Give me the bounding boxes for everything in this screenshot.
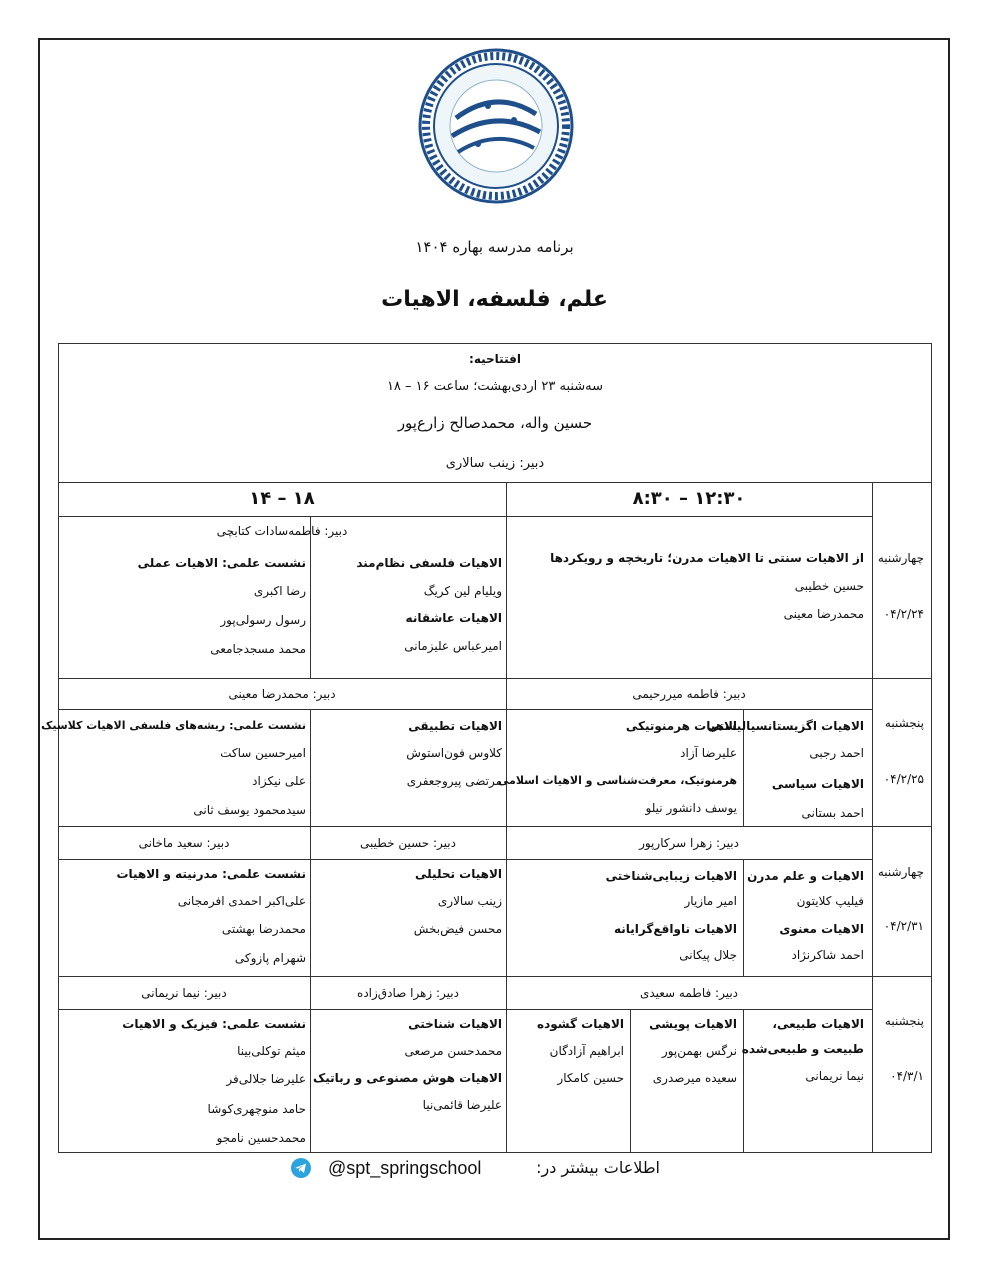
session-title: طبیعت و طبیعی‌شده (741, 1042, 864, 1056)
speaker: محمد مسجدجامعی (210, 642, 306, 656)
day-label: چهارشنبه (877, 551, 924, 565)
session-title: الاهیات پویشی (649, 1017, 737, 1031)
day-label: چهارشنبه (877, 865, 924, 879)
moderator: دبیر: حسین خطیبی (360, 836, 456, 850)
col-morning: ۸:۳۰ – ۱۲:۳۰ (632, 488, 746, 509)
speaker: ابراهیم آزادگان (549, 1044, 624, 1058)
speaker: امیرحسین ساکت (220, 746, 306, 760)
moderator: دبیر: فاطمه میررحیمی (632, 687, 746, 701)
opening-moderator: دبیر: زینب سالاری (445, 456, 545, 471)
speaker: رسول رسولی‌پور (220, 613, 306, 627)
footer-handle[interactable]: @spt_springschool (328, 1158, 482, 1178)
session-title: الاهیات ناواقع‌گرایانه (614, 922, 737, 936)
footer (290, 1156, 660, 1180)
session-title: الاهیات فلسفی نظام‌مند (356, 556, 502, 570)
speaker: محسن فیض‌بخش (413, 922, 502, 936)
day-date: ۰۴/۲/۲۴ (883, 607, 924, 621)
moderator: دبیر: زهرا صادق‌زاده (357, 986, 459, 1000)
day-date: ۰۴/۳/۱ (890, 1069, 924, 1083)
day-label: پنجشنبه (884, 716, 924, 730)
speaker: نرگس بهمن‌پور (661, 1044, 737, 1058)
moderator: دبیر: زهرا سرکارپور (639, 836, 739, 850)
moderator: دبیر: محمدرضا معینی (228, 687, 336, 701)
speaker: فیلیپ کلایتون (796, 894, 864, 908)
speaker: علیرضا قائمی‌نیا (422, 1098, 502, 1112)
opening-when: سه‌شنبه ۲۳ اردی‌بهشت؛ ساعت ۱۶ – ۱۸ (386, 379, 604, 394)
speaker: میثم توکلی‌بینا (237, 1044, 306, 1058)
speaker: نیما نریمانی (805, 1069, 864, 1083)
session-title: الاهیات هوش مصنوعی و رباتیک (312, 1071, 502, 1085)
day-date: ۰۴/۲/۲۵ (883, 772, 924, 786)
program-title: علم، فلسفه، الاهیات (381, 287, 608, 312)
speaker: احمد بستانی (801, 806, 864, 820)
footer-label: اطلاعات بیشتر در: (536, 1158, 660, 1177)
speaker: جلال پیکانی (679, 948, 737, 962)
moderator: دبیر: فاطمه سعیدی (639, 986, 739, 1000)
session-title: نشست علمی: الاهیات عملی (137, 556, 306, 570)
col-afternoon: ۱۸ – ۱۴ (249, 488, 315, 509)
speaker: حسین خطیبی (794, 579, 864, 593)
speaker: احمد شاکرنژاد (791, 948, 864, 962)
speaker: حامد منوچهری‌کوشا (207, 1102, 306, 1116)
speaker: امیر مازیار (684, 894, 737, 908)
session-title: الاهیات شناختی (408, 1017, 502, 1031)
speaker: علی‌اکبر احمدی افرمجانی (177, 894, 306, 908)
session-title: الاهیات طبیعی، (772, 1017, 864, 1031)
session-title: الاهیات سیاسی (771, 777, 864, 791)
session-title: الاهیات زیبایی‌شناختی (605, 869, 737, 883)
speaker: زینب سالاری (437, 894, 502, 908)
speaker: علی نیکزاد (252, 774, 306, 788)
session-title: الاهیات گشوده (537, 1017, 624, 1031)
speaker: مرتضی پیروجعفری (406, 774, 502, 788)
session-title: از الاهیات سنتی تا الاهیات مدرن؛ تاریخچه و رویکردها (550, 551, 864, 565)
session-title: الاهیات هرمنوتیکی (625, 719, 737, 733)
speaker: سعیده میرصدری (652, 1071, 737, 1085)
session-title: نشست علمی: فیزیک و الاهیات (122, 1017, 306, 1031)
day-date: ۰۴/۲/۳۱ (883, 919, 924, 933)
telegram-icon[interactable] (290, 1157, 312, 1179)
moderator: دبیر: سعید ماخانی (138, 836, 230, 850)
speaker: علیرضا جلالی‌فر (226, 1072, 306, 1086)
speaker: حسین کامکار (557, 1071, 624, 1085)
speaker: ویلیام لین کریگ (423, 584, 502, 598)
speaker: احمد رجبی (809, 746, 864, 760)
program-subtitle: برنامه مدرسه بهاره ۱۴۰۴ (415, 238, 574, 256)
session-title: الاهیات تحلیلی (415, 867, 502, 881)
speaker: کلاوس فون‌استوش (406, 746, 502, 760)
session-title: الاهیات عاشقانه (405, 611, 502, 625)
speaker: رضا اکبری (253, 584, 306, 598)
moderator: دبیر: فاطمه‌سادات کتابچی (216, 524, 348, 538)
session-title: الاهیات و علم مدرن (747, 869, 864, 883)
speaker: امیرعباس علیزمانی (404, 639, 502, 653)
speaker: محمدحسین نامجو (216, 1131, 306, 1145)
opening-speakers: حسین واله، محمدصالح زارع‌پور (397, 414, 593, 432)
session-title: الاهیات تطبیقی (408, 719, 502, 733)
speaker: محمدرضا معینی (783, 607, 864, 621)
speaker: شهرام پازوکی (234, 951, 306, 965)
day-label: پنجشنبه (884, 1014, 924, 1028)
speaker: محمدرضا بهشتی (221, 922, 306, 936)
speaker: محمدحسن مرصعی (404, 1044, 502, 1058)
speaker: علیرضا آزاد (680, 746, 737, 760)
session-title: نشست علمی: مدرنیته و الاهیات (116, 867, 306, 881)
session-title: نشست علمی: ریشه‌های فلسفی الاهیات کلاسیک (41, 719, 306, 732)
speaker: یوسف دانشور نیلو (645, 801, 737, 815)
session-title: الاهیات معنوی (779, 922, 864, 936)
moderator: دبیر: نیما نریمانی (141, 986, 227, 1000)
opening-label: افتتاحیه: (469, 352, 521, 366)
session-title: الاهیات اگزیستانسیالیستی (707, 719, 864, 733)
speaker: سیدمحمود یوسف ثانی (193, 803, 306, 817)
session-title: هرمنوتیک، معرفت‌شناسی و الاهیات اسلامی (497, 774, 737, 787)
institute-logo (418, 48, 574, 204)
